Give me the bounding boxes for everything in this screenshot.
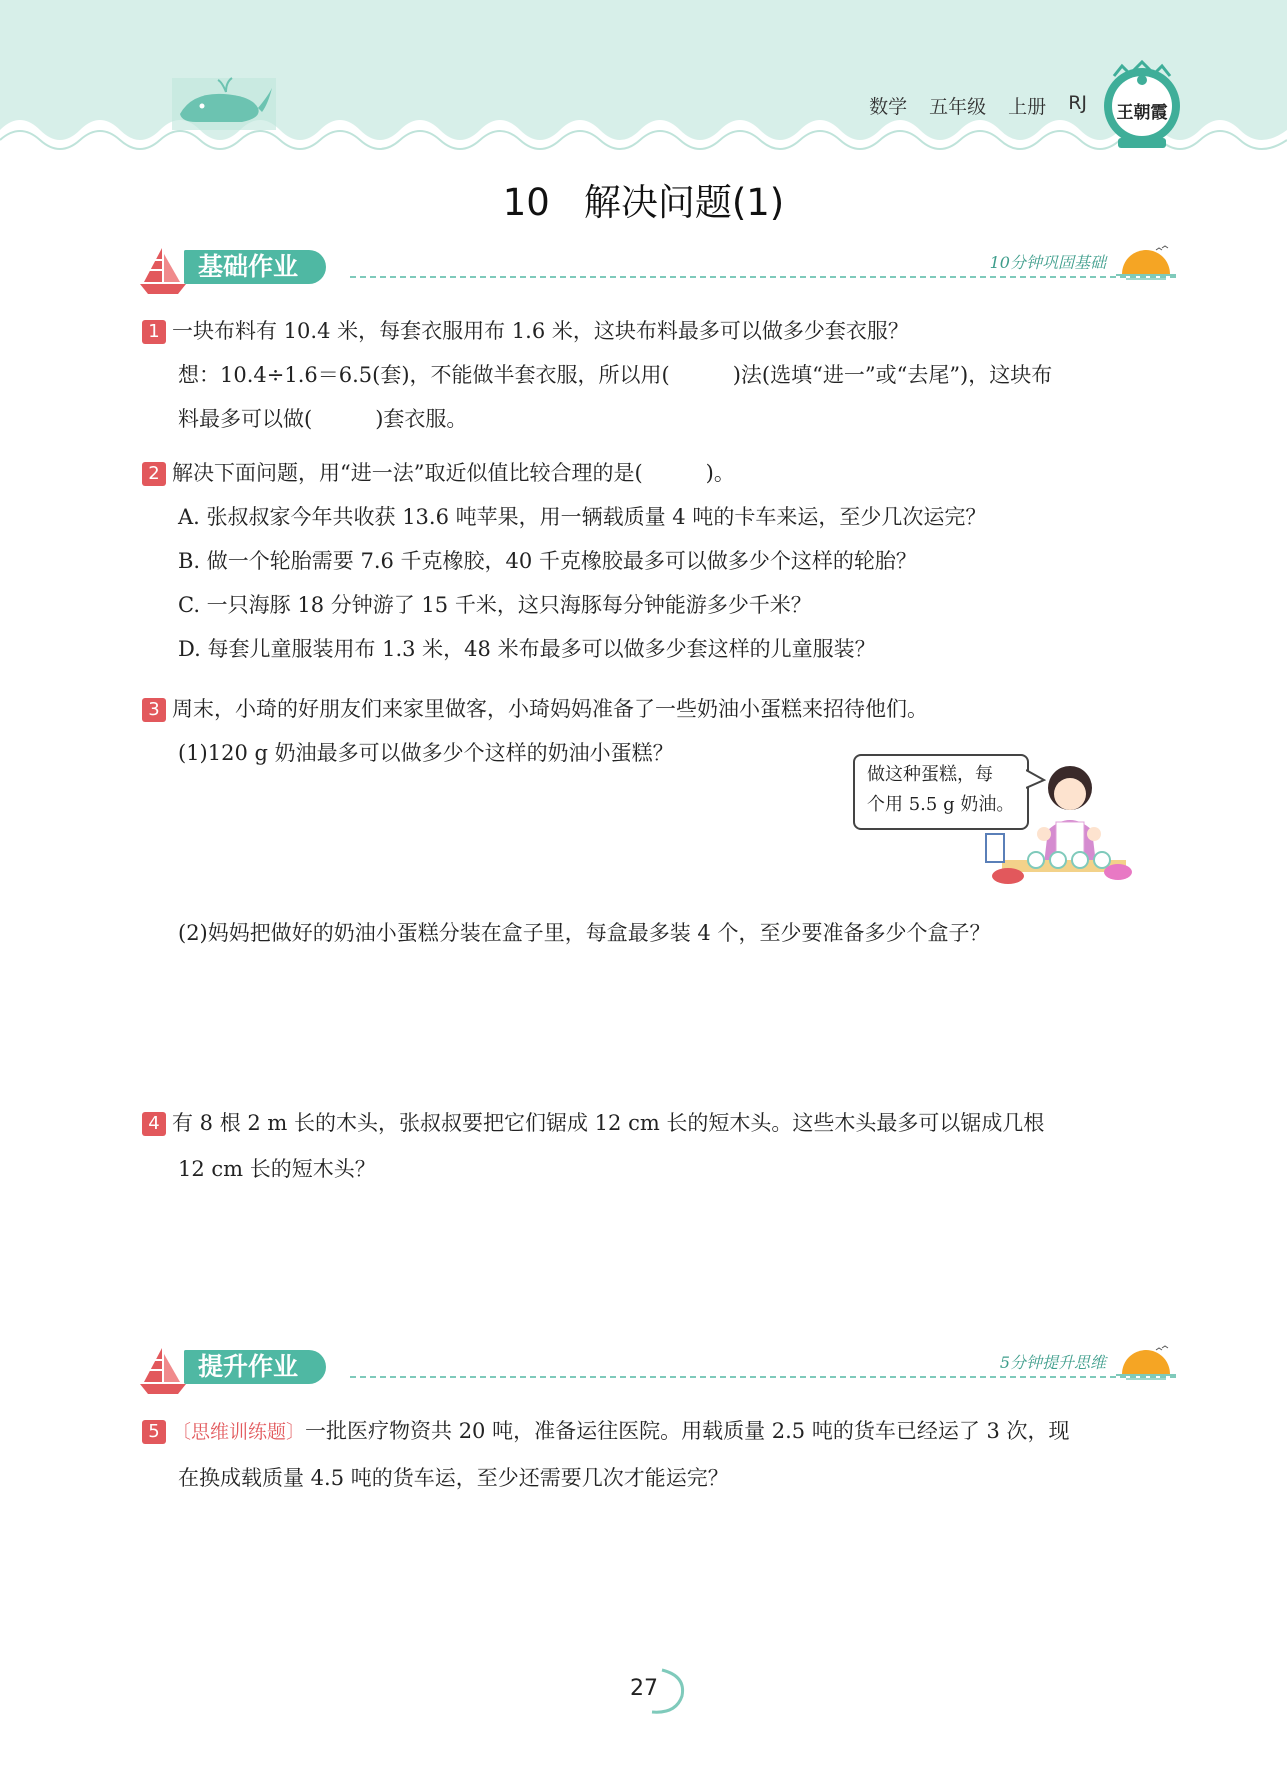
q3-part-2: (2)妈妈把做好的奶油小蛋糕分装在盒子里，每盒最多装 4 个，至少要准备多少个盒子？ bbox=[178, 921, 991, 945]
page-title bbox=[0, 172, 1287, 226]
sailboat-icon bbox=[140, 244, 188, 296]
q4-stem: 有 8 根 2 m 长的木头，张叔叔要把它们锯成 12 cm 长的短木头。这些木头最多可以锯成几根 bbox=[172, 1111, 1045, 1135]
question-5 bbox=[142, 1416, 1182, 1493]
q2-option-a: A. 张叔叔家今年共收获 13.6 吨苹果，用一辆载质量 4 吨的卡车来运，至少几次运完？ bbox=[178, 505, 987, 529]
q3-part-1: (1)120 g 奶油最多可以做多少个这样的奶油小蛋糕？ bbox=[178, 741, 674, 765]
q5-stem-cont: 在换成载质量 4.5 吨的货车运，至少还需要几次才能运完？ bbox=[178, 1466, 729, 1490]
divider bbox=[350, 1376, 1176, 1378]
question-number-badge: 3 bbox=[142, 698, 166, 722]
q1-stem: 一块布料有 10.4 米，每套衣服用布 1.6 米，这块布料最多可以做多少套衣服？ bbox=[172, 319, 909, 343]
volume-label: 上册 bbox=[1008, 96, 1047, 118]
sailboat-icon bbox=[140, 1344, 188, 1396]
bubble-line-2: 个用 5.5 g 奶油。 bbox=[867, 794, 1015, 815]
sunset-icon bbox=[1116, 244, 1176, 280]
question-3-part-2 bbox=[142, 918, 1182, 948]
q2-option-d: D. 每套儿童服装用布 1.3 米，48 米布最多可以做多少套这样的儿童服装？ bbox=[178, 637, 876, 661]
question-2 bbox=[142, 458, 1182, 664]
lesson-number: 10 bbox=[502, 181, 550, 224]
book-info bbox=[869, 92, 1087, 119]
page-number: 27 bbox=[630, 1676, 658, 1701]
section-basic-header bbox=[140, 244, 1176, 296]
baker-illustration-icon bbox=[984, 760, 1134, 894]
whale-icon bbox=[172, 74, 276, 130]
divider bbox=[350, 276, 1176, 278]
section-advanced-label: 提升作业 bbox=[184, 1350, 326, 1384]
q1-hint: 想：10.4÷1.6＝6.5(套)，不能做半套衣服，所以用( )法(选填“进一”或“去尾”)，这块布 bbox=[178, 363, 1053, 387]
subject-label: 数学 bbox=[869, 96, 908, 118]
q3-stem: 周末，小琦的好朋友们来家里做客，小琦妈妈准备了一些奶油小蛋糕来招待他们。 bbox=[172, 697, 928, 721]
q2-stem: 解决下面问题，用“进一法”取近似值比较合理的是( )。 bbox=[172, 461, 735, 485]
question-1 bbox=[142, 316, 1182, 434]
section-basic-label: 基础作业 bbox=[184, 250, 326, 284]
sunset-icon bbox=[1116, 1344, 1176, 1380]
q4-stem-cont: 12 cm 长的短木头？ bbox=[178, 1157, 376, 1181]
grade-label: 五年级 bbox=[929, 96, 987, 118]
q2-option-c: C. 一只海豚 18 分钟游了 15 千米，这只海豚每分钟能游多少千米？ bbox=[178, 593, 812, 617]
q2-option-b: B. 做一个轮胎需要 7.6 千克橡胶，40 千克橡胶最多可以做多少个这样的轮胎？ bbox=[178, 549, 917, 573]
q1-hint-cont: 料最多可以做( )套衣服。 bbox=[178, 407, 468, 431]
lesson-title: 解决问题(1) bbox=[583, 181, 785, 224]
edition-label: RJ bbox=[1068, 92, 1087, 114]
section-advanced-note: 5分钟提升思维 bbox=[999, 1353, 1106, 1372]
bubble-line-1: 做这种蛋糕，每 bbox=[867, 764, 993, 785]
question-4 bbox=[142, 1108, 1182, 1184]
thinking-training-tag: 〔思维训练题〕 bbox=[172, 1421, 306, 1443]
section-basic-note: 10分钟巩固基础 bbox=[989, 253, 1106, 272]
section-advanced-header bbox=[140, 1344, 1176, 1396]
brand-name: 王朝霞 bbox=[1116, 103, 1168, 123]
question-number-badge: 1 bbox=[142, 320, 166, 344]
question-number-badge: 4 bbox=[142, 1112, 166, 1136]
q5-stem: 一批医疗物资共 20 吨，准备运往医院。用载质量 2.5 吨的货车已经运了 3 次，现 bbox=[305, 1419, 1070, 1443]
question-number-badge: 2 bbox=[142, 462, 166, 486]
question-number-badge: 5 bbox=[142, 1420, 166, 1444]
